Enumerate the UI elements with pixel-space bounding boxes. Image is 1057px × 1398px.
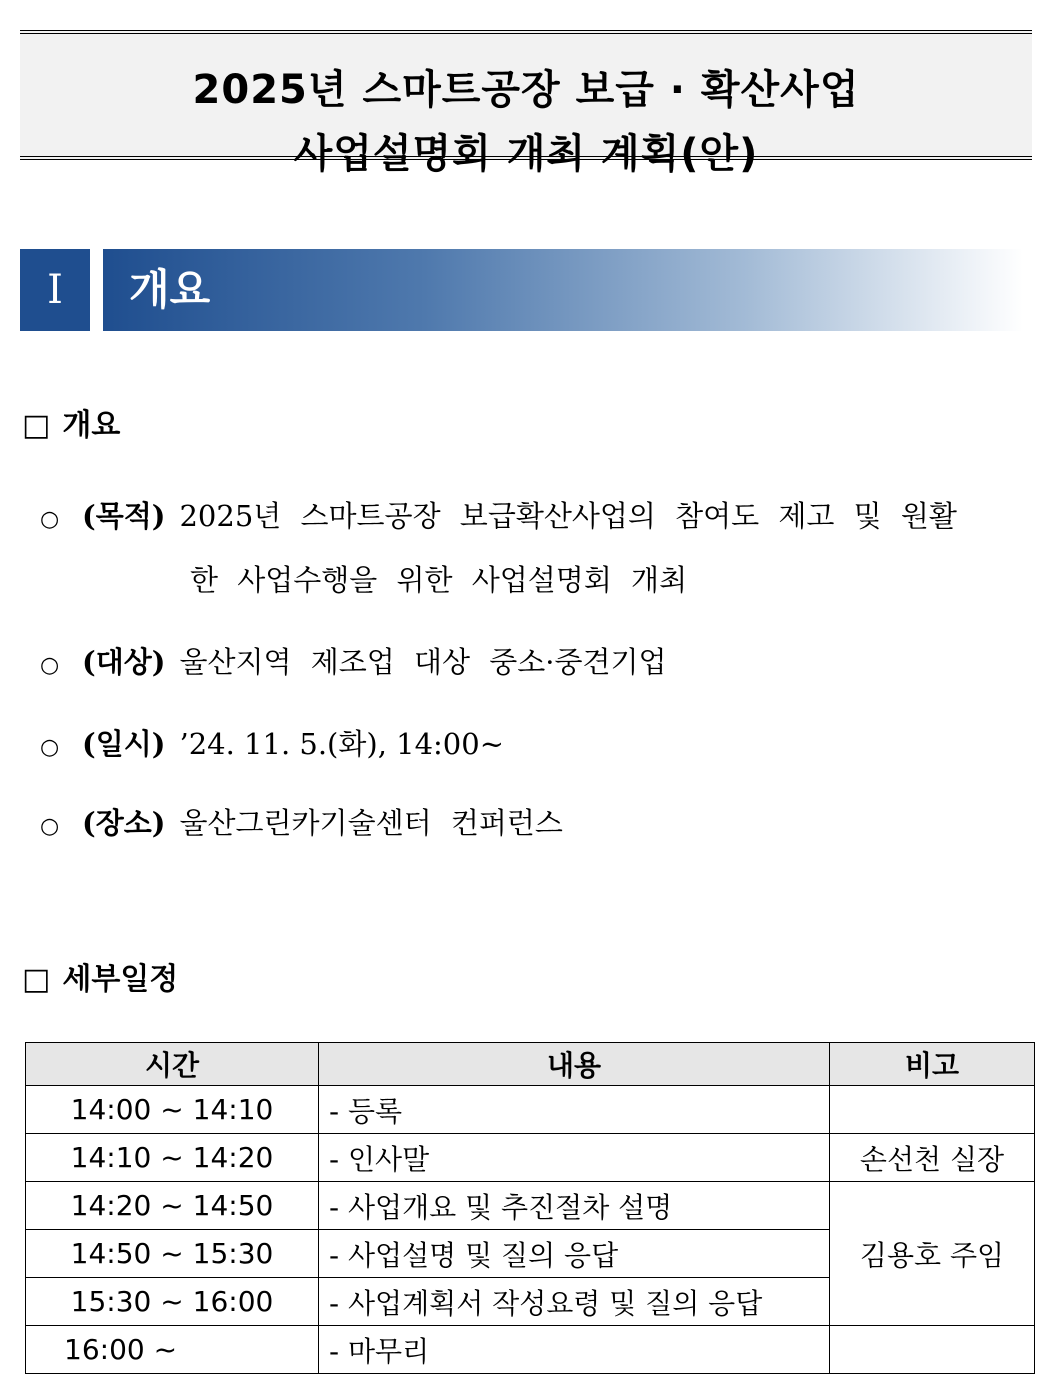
title-line-2: 사업설명회 개최 계획(안) <box>293 131 759 177</box>
content-cell: - 사업계획서 작성요령 및 질의 응답 <box>319 1278 830 1326</box>
table-row <box>26 1182 1035 1230</box>
content-cell: - 마무리 <box>319 1326 830 1374</box>
bullet-label: (대상) <box>82 645 166 679</box>
title-line-1: 2025년 스마트공장 보급 · 확산사업 <box>192 67 860 113</box>
time-cell: 15:30 ~ 16:00 <box>26 1278 319 1326</box>
bullet-label: (일시) <box>82 727 166 761</box>
schedule-heading-text: 세부일정 <box>62 962 179 997</box>
content-cell: - 사업개요 및 추진절차 설명 <box>319 1182 830 1230</box>
bullet-purpose <box>40 496 957 540</box>
section-header-bar <box>103 249 1023 331</box>
time-cell: 14:00 ~ 14:10 <box>26 1086 319 1134</box>
column-header-time: 시간 <box>26 1043 319 1086</box>
table-row <box>26 1086 1035 1134</box>
bullet-text: 울산그린카기술센터 컨퍼런스 <box>179 806 563 840</box>
overview-heading-text: 개요 <box>62 408 121 443</box>
table-row <box>26 1326 1035 1374</box>
column-header-content: 내용 <box>319 1043 830 1086</box>
bullet-text: 울산지역 제조업 대상 중소·중견기업 <box>179 645 667 679</box>
section-title: 개요 <box>129 265 211 314</box>
time-cell: 14:20 ~ 14:50 <box>26 1182 319 1230</box>
bullet-date <box>40 724 504 768</box>
document-title <box>20 30 1032 177</box>
table-row <box>26 1134 1035 1182</box>
table-header-row <box>26 1043 1035 1086</box>
content-cell: - 등록 <box>319 1086 830 1134</box>
note-cell <box>830 1086 1035 1134</box>
bullet-purpose-continued: 한 사업수행을 위한 사업설명회 개최 <box>190 563 688 597</box>
overview-heading <box>22 406 120 446</box>
schedule-table <box>25 1042 1035 1374</box>
checkbox-square-icon: □ <box>22 408 51 443</box>
bullet-text: 2025년 스마트공장 보급확산사업의 참여도 제고 및 원활 <box>179 499 957 533</box>
time-cell: 14:50 ~ 15:30 <box>26 1230 319 1278</box>
schedule-heading <box>22 960 178 1000</box>
bullet-place <box>40 803 563 847</box>
note-cell: 손선천 실장 <box>830 1134 1035 1182</box>
time-cell: 14:10 ~ 14:20 <box>26 1134 319 1182</box>
content-cell: - 인사말 <box>319 1134 830 1182</box>
circle-bullet-icon: ○ <box>40 653 60 678</box>
note-cell-merged: 김용호 주임 <box>830 1182 1035 1326</box>
time-cell: 16:00 ~ <box>26 1326 319 1374</box>
column-header-note: 비고 <box>830 1043 1035 1086</box>
note-cell <box>830 1326 1035 1374</box>
content-cell: - 사업설명 및 질의 응답 <box>319 1230 830 1278</box>
checkbox-square-icon: □ <box>22 962 51 997</box>
bullet-label: (장소) <box>82 806 166 840</box>
bullet-label: (목적) <box>82 499 166 533</box>
circle-bullet-icon: ○ <box>40 735 60 760</box>
section-number: Ⅰ <box>20 249 90 331</box>
bullet-text: ’24. 11. 5.(화), 14:00~ <box>179 727 504 761</box>
bullet-target <box>40 642 667 686</box>
circle-bullet-icon: ○ <box>40 814 60 839</box>
circle-bullet-icon: ○ <box>40 507 60 532</box>
